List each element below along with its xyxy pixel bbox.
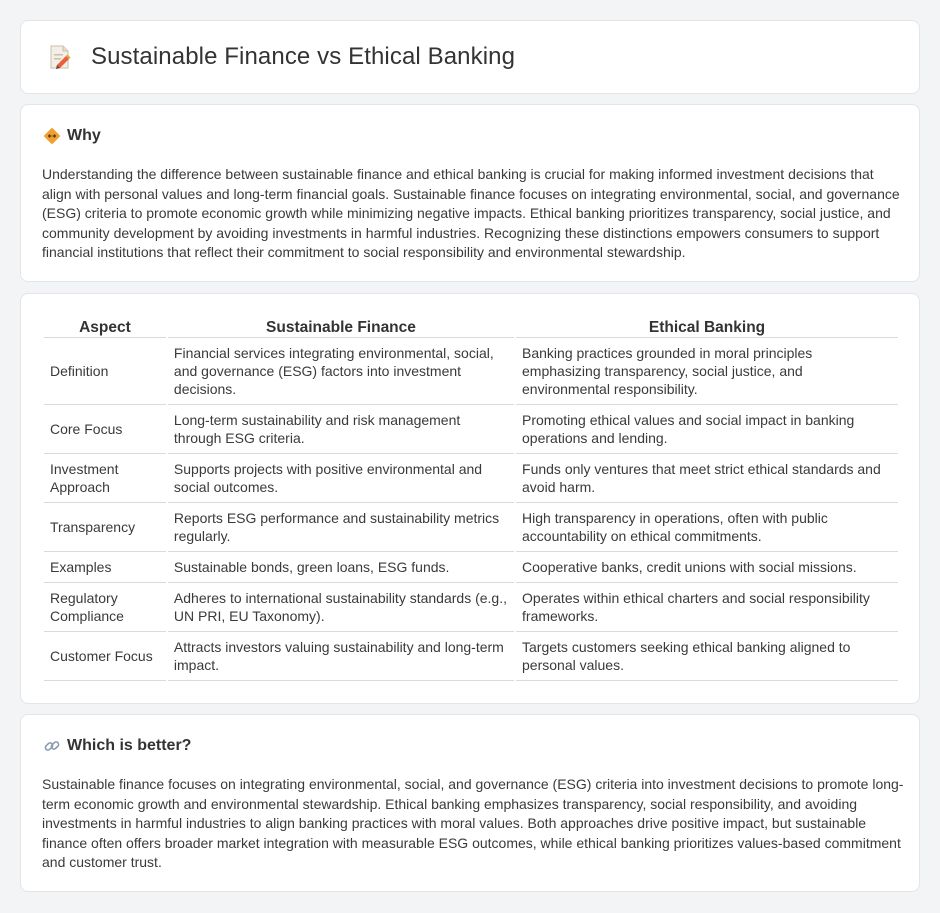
better-body: Sustainable finance focuses on integrating environmental, social, and governance (ESG) criteria into investment decisions to promote long-term economic growth and environmental stewardship. Ethical banking emphasizes transparency, social responsibility, and avoiding investments in harmful industries to align banking practices with moral values. Both approaches drive positive impact, but sustainable finance often offers broader market integration with measurable ESG outcomes, while ethical banking prioritizes values-based commitment and customer trust. [42, 776, 904, 870]
sustainable-cell: Attracts investors valuing sustainability and long-term impact. [168, 632, 514, 681]
better-heading [43, 737, 191, 755]
aspect-cell: Examples [44, 552, 166, 583]
why-title: Why [67, 127, 101, 144]
sustainable-cell: Supports projects with positive environmental and social outcomes. [168, 454, 514, 503]
aspect-cell: Regulatory Compliance [44, 583, 166, 632]
table-row [44, 503, 898, 552]
comparison-section [20, 293, 920, 704]
aspect-cell: Investment Approach [44, 454, 166, 503]
better-title: Which is better? [67, 737, 192, 754]
aspect-cell: Transparency [44, 503, 166, 552]
title-card [20, 20, 920, 94]
diamond-arrows-icon [43, 127, 61, 145]
table-row [44, 338, 898, 405]
link-icon [43, 737, 61, 755]
which-better-section [20, 714, 920, 892]
why-heading [43, 127, 101, 145]
ethical-cell: Promoting ethical values and social impact in banking operations and lending. [516, 405, 898, 454]
header-sustainable-finance: Sustainable Finance [168, 316, 514, 338]
page-title: Sustainable Finance vs Ethical Banking [91, 43, 516, 70]
aspect-cell: Core Focus [44, 405, 166, 454]
table-row [44, 454, 898, 503]
sustainable-cell: Financial services integrating environmental, social, and governance (ESG) factors into investment decisions. [168, 338, 514, 405]
ethical-cell: High transparency in operations, often with public accountability on ethical commitments. [516, 503, 898, 552]
sustainable-cell: Sustainable bonds, green loans, ESG funds. [168, 552, 514, 583]
why-section [20, 104, 920, 282]
sustainable-cell: Long-term sustainability and risk management through ESG criteria. [168, 405, 514, 454]
aspect-cell: Definition [44, 338, 166, 405]
sustainable-cell: Adheres to international sustainability standards (e.g., UN PRI, EU Taxonomy). [168, 583, 514, 632]
ethical-cell: Cooperative banks, credit unions with social missions. [516, 552, 898, 583]
ethical-cell: Targets customers seeking ethical banking aligned to personal values. [516, 632, 898, 681]
document-pencil-icon [47, 43, 73, 71]
why-body: Understanding the difference between sustainable finance and ethical banking is crucial for making informed investment decisions that align with personal values and long-term financial goals. Sustainable finance focuses on integrating environmental, social, and governance (ESG) criteria to promote economic growth while minimizing negative impacts. Ethical banking prioritizes transparency, social justice, and community development by avoiding investments in harmful industries. Recognizing these distinctions empowers consumers to support financial institutions that reflect their commitment to social responsibility and environmental stewardship. [42, 166, 900, 260]
table-header-row [44, 316, 898, 338]
title-wrap [47, 43, 515, 71]
table-row [44, 552, 898, 583]
aspect-cell: Customer Focus [44, 632, 166, 681]
table-row [44, 405, 898, 454]
ethical-cell: Funds only ventures that meet strict ethical standards and avoid harm. [516, 454, 898, 503]
ethical-cell: Operates within ethical charters and social responsibility frameworks. [516, 583, 898, 632]
table-row [44, 583, 898, 632]
sustainable-cell: Reports ESG performance and sustainability metrics regularly. [168, 503, 514, 552]
table-row [44, 632, 898, 681]
header-aspect: Aspect [44, 316, 166, 338]
comparison-table [42, 316, 900, 681]
header-ethical-banking: Ethical Banking [516, 316, 898, 338]
ethical-cell: Banking practices grounded in moral principles emphasizing transparency, social justice, and environmental responsibility. [516, 338, 898, 405]
